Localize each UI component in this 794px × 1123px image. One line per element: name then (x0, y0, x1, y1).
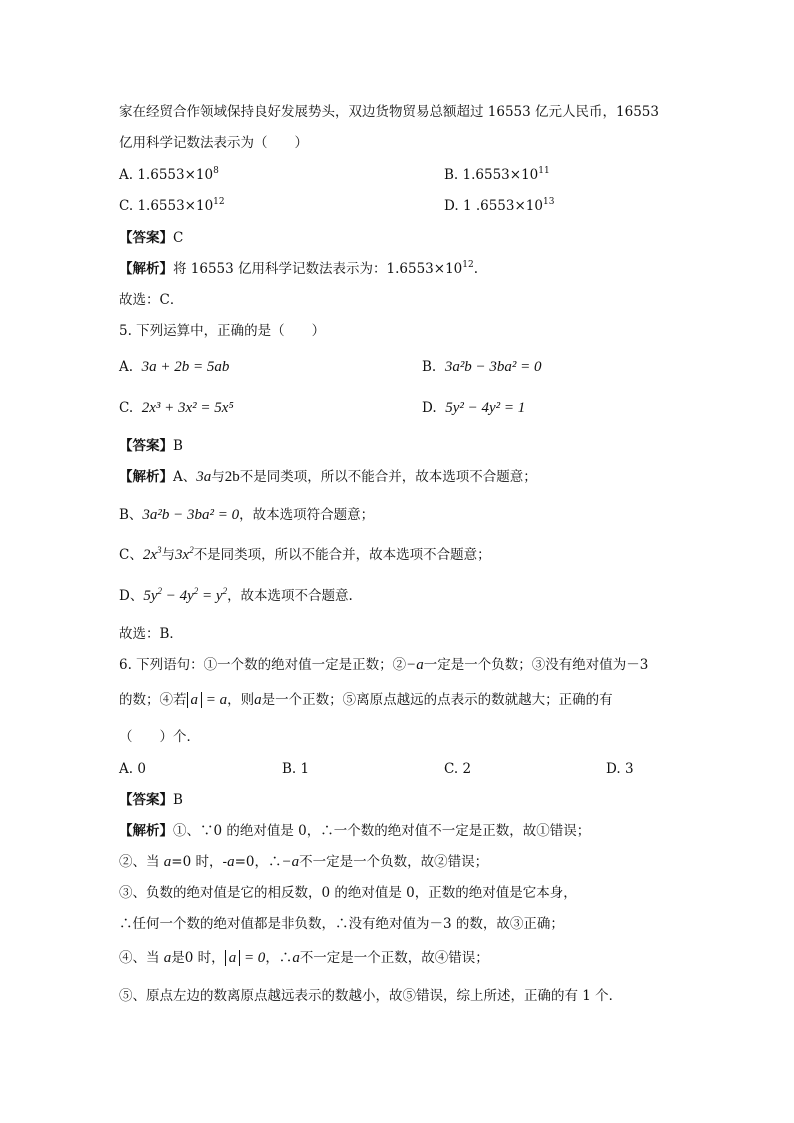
q4-stem-line1: 家在经贸合作领域保持良好发展势头，双边货物贸易总额超过 16553 亿元人民币，16553 (119, 104, 659, 120)
q6-analysis-1: 【解析】①、∵0 的绝对值是 0，∴一个数的绝对值不一定是正数，故①错误； (119, 823, 591, 839)
q4-option-b: B. $1.6553\times 10^{11}$ (444, 166, 550, 183)
q6-analysis-4: ∴任何一个数的绝对值都是非负数，∴没有绝对值为－3 的数，故③正确； (119, 916, 564, 932)
q5-analysis-c: C、$2x^3$与$3x^2$不是同类项，所以不能合并，故本选项不合题意； (119, 545, 491, 563)
q6-answer: 【答案】B (119, 792, 183, 808)
q6-analysis-5: ④、当 a是0 时， a = 0，∴a不一定是一个正数，故④错误； (119, 950, 489, 966)
q5-analysis-b: B、3a²b − 3ba² = 0，故本选项符合题意； (119, 507, 375, 523)
q4-answer: 【答案】C (119, 230, 184, 246)
q4-conclusion: 故选：C． (119, 292, 184, 308)
q5-conclusion: 故选：B． (119, 626, 183, 642)
q5-analysis-a: 【解析】A、3a与2b不是同类项，所以不能合并，故本选项不合题意； (119, 469, 537, 485)
q4-option-a: A. $1.6553\times 10^8$ (119, 166, 219, 183)
q5-option-c: C. 2x³ + 3x² = 5x⁵ (119, 400, 234, 416)
q5-option-b: B. 3a²b − 3ba² = 0 (422, 359, 542, 375)
q6-option-b: B. 1 (282, 761, 310, 777)
q6-analysis-2: ②、当 a=0 时，-a=0，∴−a不一定是一个负数，故②错误； (119, 854, 489, 870)
q6-option-d: D. 3 (606, 761, 634, 777)
q6-stem-line3: （ ）个． (119, 729, 200, 745)
q5-answer: 【答案】B (119, 438, 183, 454)
q5-option-a: A. 3a + 2b = 5ab (119, 359, 230, 375)
q6-stem-line1: 6. 下列语句：①一个数的绝对值一定是正数；②−a一定是一个负数；③没有绝对值为－3 (119, 657, 649, 673)
q4-option-c: C. $1.6553\times 10^{12}$ (119, 197, 225, 214)
q4-analysis: 【解析】将 16553 亿用科学记数法表示为：$1.6553\times 10^{12}$. (119, 260, 479, 277)
q6-stem-line2: 的数；④若 a = a，则a是一个正数；⑤离原点越远的点表示的数就越大；正确的有 (119, 692, 613, 708)
q4-stem-line2: 亿用科学记数法表示为（ ） (119, 135, 308, 151)
q5-option-d: D. 5y² − 4y² = 1 (422, 400, 526, 416)
q5-analysis-d: D、$5y^2 - 4y^2 = y^2$，故本选项不合题意. (119, 586, 353, 604)
q6-analysis-3: ③、负数的绝对值是它的相反数，0 的绝对值是 0，正数的绝对值是它本身， (119, 885, 577, 901)
q6-analysis-6: ⑤、原点左边的数离原点越远表示的数越小，故⑤错误，综上所述，正确的有 1 个． (119, 988, 623, 1004)
q6-option-a: A. 0 (119, 761, 146, 777)
q6-option-c: C. 2 (444, 761, 472, 777)
q4-option-d: D. 1 $.6553\times 10^{13}$ (444, 197, 555, 214)
q5-stem: 5. 下列运算中，正确的是（ ） (119, 323, 326, 339)
